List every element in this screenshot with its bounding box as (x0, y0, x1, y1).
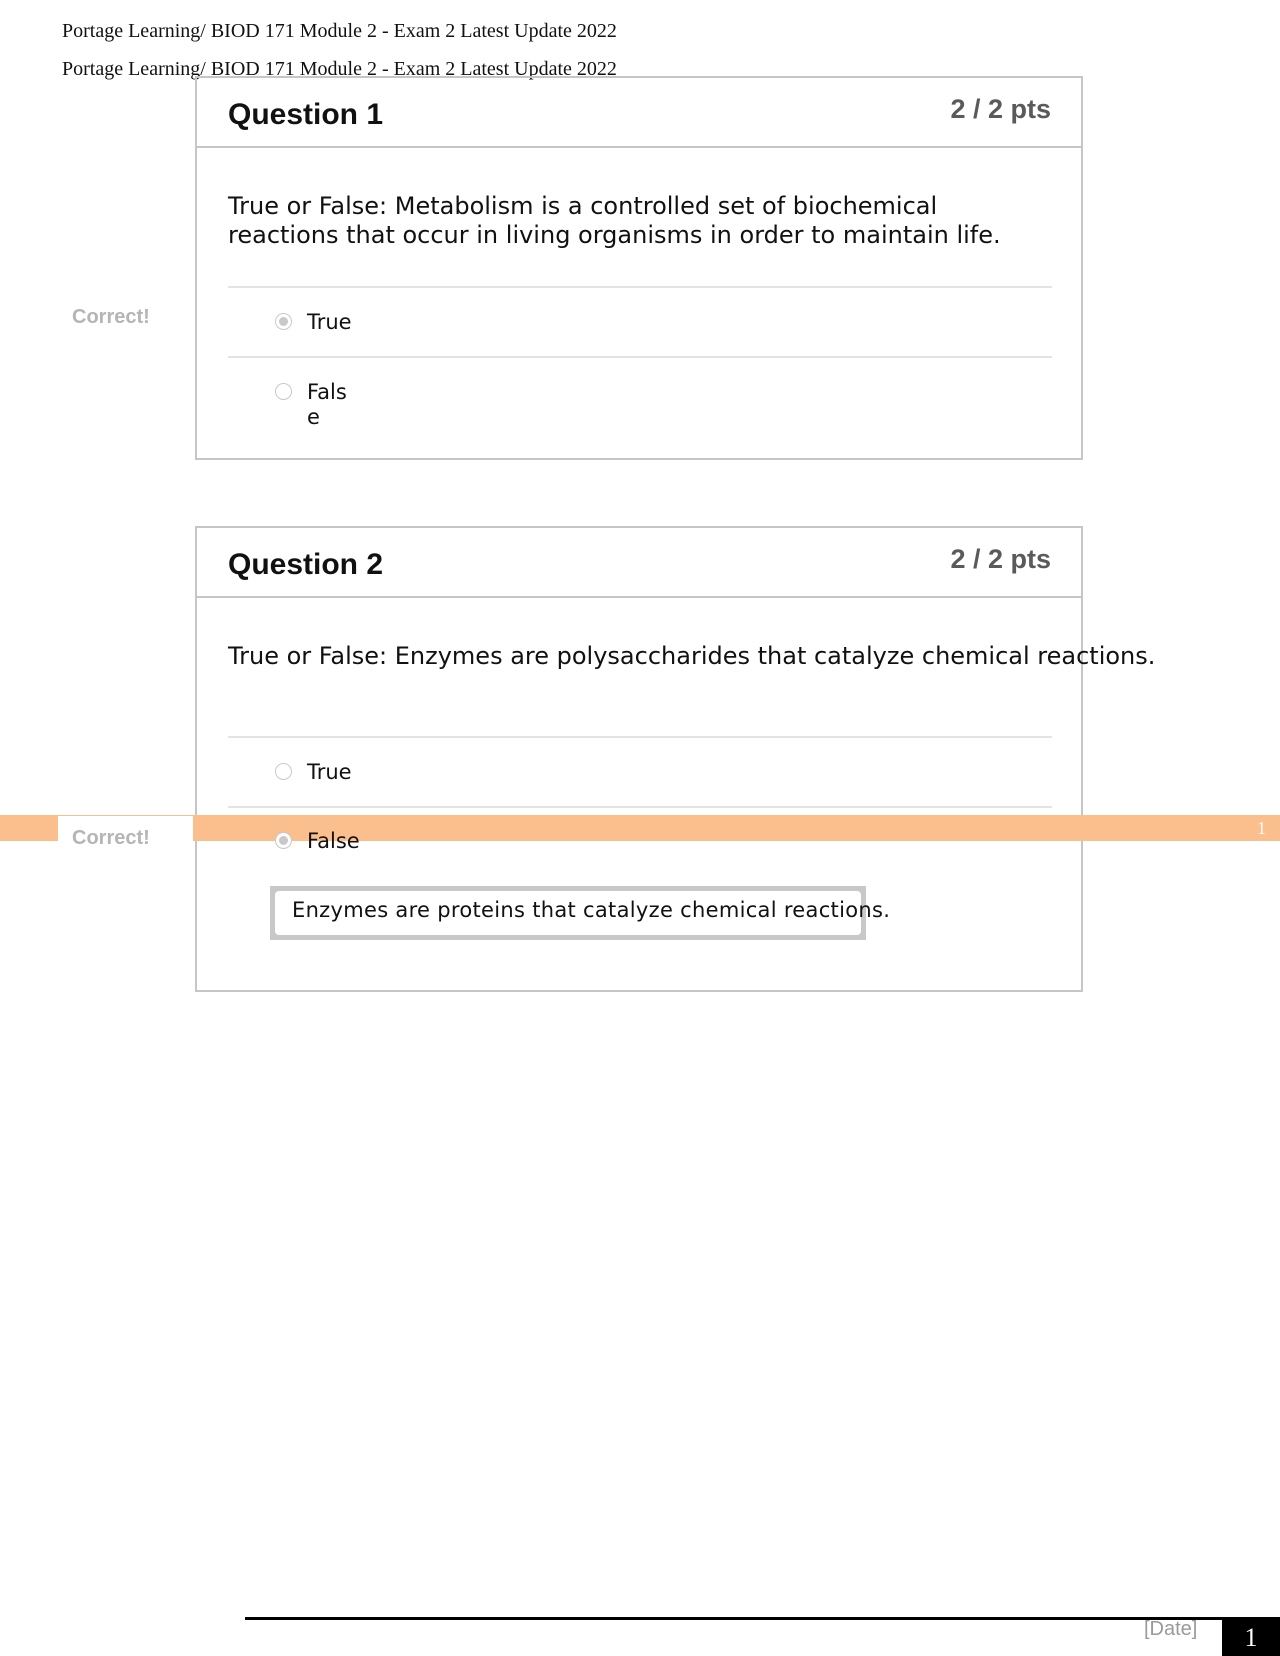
answer-label: False (307, 380, 347, 429)
footer-date: [Date] (1144, 1618, 1198, 1640)
radio-selected-icon[interactable] (275, 313, 292, 330)
correct-indicator: Correct! (58, 295, 193, 339)
answer-label: False (307, 829, 360, 853)
question-card-1 (195, 76, 1083, 460)
answer-label: True (307, 760, 352, 784)
footer-rule (245, 1617, 1280, 1620)
answer-divider (228, 806, 1052, 808)
question-points: 2 / 2 pts (950, 544, 1051, 574)
band-page-number: 1 (1257, 818, 1266, 838)
question-text-line: reactions that occur in living organisms in order to maintain life. (228, 221, 1001, 249)
document-header-line: Portage Learning/ BIOD 171 Module 2 - Exam 2 Latest Update 2022 (62, 58, 617, 80)
question-points: 2 / 2 pts (950, 94, 1051, 124)
document-header-line: Portage Learning/ BIOD 171 Module 2 - Exam 2 Latest Update 2022 (62, 20, 617, 42)
answer-divider (228, 736, 1052, 738)
radio-unselected-icon[interactable] (275, 763, 292, 780)
radio-selected-icon[interactable] (275, 832, 292, 849)
footer-page-number: 1 (1222, 1620, 1280, 1656)
answer-feedback-text: Enzymes are proteins that catalyze chemical reactions. (292, 898, 891, 922)
question-text-line: True or False: Metabolism is a controlled set of biochemical (228, 192, 938, 220)
question-text: True or False: Enzymes are polysaccharides that catalyze chemical reactions. (228, 642, 1156, 670)
question-header (197, 78, 1081, 148)
question-title: Question 2 (228, 548, 384, 581)
answer-divider (228, 356, 1052, 358)
radio-unselected-icon[interactable] (275, 383, 292, 400)
question-header (197, 528, 1081, 598)
question-text (228, 192, 1001, 250)
answer-label: True (307, 310, 352, 334)
question-title: Question 1 (228, 98, 384, 131)
answer-divider (228, 286, 1052, 288)
correct-indicator: Correct! (58, 816, 193, 860)
